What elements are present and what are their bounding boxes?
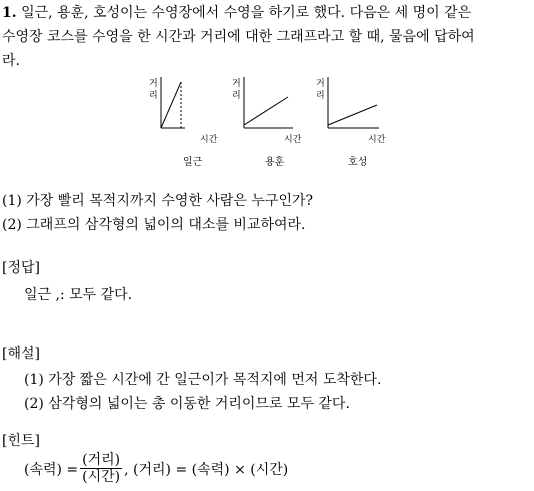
graph3-line — [328, 105, 377, 125]
explanation-header: [해설] — [2, 346, 40, 362]
graph3-name: 호성 — [348, 157, 368, 168]
sub-question-2: (2) 그래프의 삼각형의 넓이의 대소를 비교하여라. — [2, 217, 306, 233]
graph1-name: 일근 — [183, 157, 203, 168]
question-number: 1. — [2, 5, 17, 21]
hint-formula — [24, 452, 288, 485]
graph1-line — [161, 82, 181, 128]
explanation-line-1: (1) 가장 짧은 시간에 간 일근이가 목적지에 먼저 도착한다. — [24, 372, 382, 388]
answer-header: [정답] — [2, 260, 40, 276]
question-line-1 — [2, 2, 471, 22]
hint-fraction — [80, 452, 122, 485]
sub-question-1: (1) 가장 빨리 목적지까지 수영한 사람은 누구인가? — [2, 193, 313, 209]
hint-denominator: (시간) — [82, 469, 121, 485]
graph2-x-label: 시간 — [284, 135, 302, 145]
hint-lhs: (속력) = — [24, 461, 79, 478]
graph1-x-label: 시간 — [200, 135, 218, 145]
question-line-3: 라. — [2, 53, 20, 69]
hint-numerator: (거리) — [82, 452, 121, 468]
graph3-x-label: 시간 — [368, 135, 386, 145]
hint-header: [힌트] — [2, 433, 40, 449]
graph2-y-label: 거리 — [232, 79, 241, 101]
graph1-y-label: 거리 — [149, 79, 158, 101]
answer-text: 일근 ,: 모두 같다. — [24, 287, 133, 303]
question-line-2: 수영장 코스를 수영을 한 시간과 거리에 대한 그래프라고 할 때, 물음에 답하여 — [2, 29, 475, 45]
graph2-line — [244, 97, 288, 125]
graph3-y-label: 거리 — [316, 79, 325, 101]
hint-rhs: , (거리) = (속력) × (시간) — [124, 461, 289, 478]
graph-figure — [140, 75, 400, 170]
graphs-svg — [140, 75, 400, 145]
question-text-1: 일근, 용훈, 호성이는 수영장에서 수영을 하기로 했다. 다음은 세 명이 같은 — [21, 5, 472, 21]
explanation-line-2: (2) 삼각형의 넓이는 총 이동한 거리이므로 모두 같다. — [24, 396, 350, 412]
graph2-name: 용훈 — [265, 157, 285, 168]
